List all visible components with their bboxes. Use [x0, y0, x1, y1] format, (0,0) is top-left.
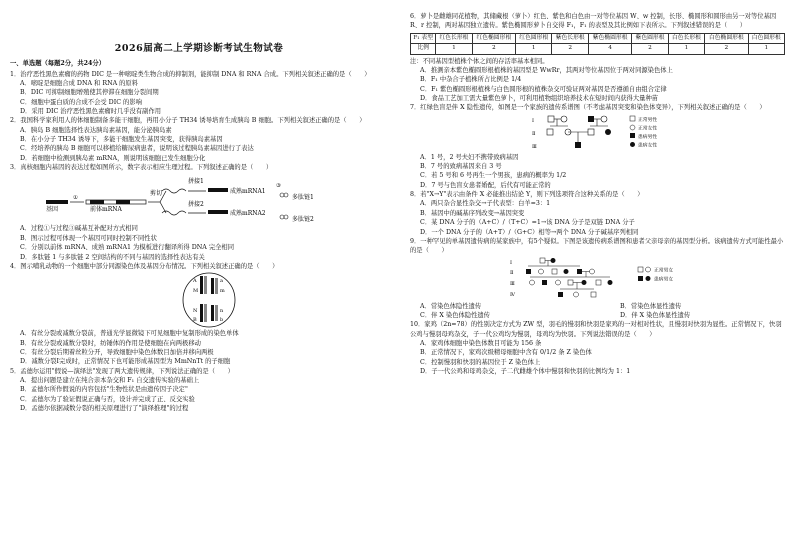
table-cell: 2: [552, 44, 588, 55]
svg-text:M: M: [193, 288, 199, 295]
table-cell: 2: [705, 44, 748, 55]
gene-block: [46, 200, 68, 204]
q9-options-row2: [410, 311, 786, 320]
svg-text:Ⅳ: Ⅳ: [510, 291, 515, 298]
section-heading: 一、单选题（每题2分，共24分）: [10, 60, 106, 68]
q3-option-a: A．过程①与过程③碱基互补配对方式相同: [20, 225, 138, 233]
table-row: [411, 44, 785, 55]
table-cell: F₁ 表型: [411, 33, 436, 44]
q6-option-d: D．食品工艺加工需大量紫色萝卜，可利用植物组织培养技术在短时间内获得大量种苗: [420, 95, 659, 103]
q8-stem: 8．若"X→Y"表示由条件 X 必能推出结论 Y，则下列选项符合这种关系的是（ ）: [410, 191, 644, 199]
right-column: [410, 12, 786, 376]
table-cell: 比例: [411, 44, 436, 55]
q7-option-b: B．7 号的致病基因来自 3 号: [420, 163, 502, 171]
svg-text:N: N: [193, 308, 198, 315]
cell-outline: [183, 273, 235, 327]
svg-text:Ⅰ: Ⅰ: [532, 117, 534, 124]
table-cell: 白色圆形根: [748, 33, 784, 44]
q8-option-c: C．某 DNA 分子的（A+C）/（T+C）=1→该 DNA 分子是双链 DNA 分子: [420, 219, 635, 227]
svg-text:n: n: [220, 308, 224, 315]
svg-text:③: ③: [276, 183, 281, 190]
table-cell: 1: [516, 44, 552, 55]
q4-option-b: B．有丝分裂或减数分裂时，纺锤体的作用是使细胞在向两极移动: [20, 339, 201, 347]
table-cell: 1: [748, 44, 784, 55]
q1-option-c: C．细胞中蛋白质的合成不会受 DIC 的影响: [20, 98, 142, 106]
q9-option-b: B．常染色体显性遗传: [620, 302, 682, 310]
svg-text:b: b: [220, 317, 224, 324]
q6-option-a: A．推测亲本紫色椭圆形根植株的基因型是 WwRr，其两对等位基因位于两对同源染色体上: [420, 67, 673, 75]
svg-text:正常女性: 正常女性: [638, 126, 658, 132]
svg-text:A: A: [193, 278, 197, 285]
q3-option-b: B．图示过程可体现一个基因可同时控制不同性状: [20, 234, 157, 242]
table-cell: 白色椭圆形根: [705, 33, 748, 44]
q2-option-b: B．在小分子 TH34 诱导下，多能干细胞发生基因突变，获得胰岛素基因: [20, 136, 223, 144]
mature-mrna2-label: 成熟mRNA2: [230, 210, 266, 218]
q4-option-d: D．减数分裂Ⅰ完成时，正常情况下也可能形成基因型为 MmNnTt 的子细胞: [20, 358, 231, 366]
q3-option-d: D．多肽链 1 与多肽链 2 空间结构的不同与基因的选择性表达有关: [20, 253, 205, 261]
pre-mrna-label: 前体mRNA: [90, 206, 122, 214]
splice-label: 剪切: [150, 190, 163, 198]
q6-option-c: C．F₁ 紫色椭圆形根植株与白色圆形根的植株杂交可验证两对基因是否遵循自由组合定律: [420, 85, 667, 93]
q10-option-d: D．子一代公鸡和母鸡杂交，子二代雌雄个体中慢羽和快羽的比例均为 1：1: [420, 367, 631, 375]
q9-option-c: C．伴 X 染色体隐性遗传: [420, 311, 490, 319]
table-cell: 4: [588, 44, 631, 55]
q3-stem: 3．真核细胞内基因的表达过程如图所示，数字表示相应生理过程。下列叙述正确的是（ ）: [10, 164, 273, 172]
svg-text:Ⅱ: Ⅱ: [510, 269, 514, 276]
table-cell: 1: [436, 44, 472, 55]
q5-stem: 5．孟德尔运用"假说—演绎法"发现了两大遗传规律，下列说法正确的是（ ）: [10, 367, 234, 375]
q3-option-c: C．分别以前体 mRNA、成熟 mRNA1 为模板进行翻译所得 DNA 完全相同: [20, 244, 235, 252]
q5-option-b: B．孟德尔所作假说的内容包括"生物性状是由遗传因子决定": [20, 386, 188, 394]
splice1-label: 拼接1: [188, 178, 204, 186]
q6-stem: 6．萝卜是雌雄同花植物，其储藏根（萝卜）红色、紫色和白色由一对等位基因 W、w 控制，长形、椭圆形和圆形由另一对等位基因 R、r 控制，两对基因独立遗传。紫色椭圆形萝卜自交得 F₁，F₁ 的表型及其比例如下表所示。下列叙述错误的是（ ）: [410, 13, 777, 30]
svg-text:患病男性: 患病男性: [638, 134, 658, 140]
q1-stem: 1．治疗恶性黑色素瘤的药物 DIC 是一种嘧啶类生物合成的抑制剂，能抑制 DNA 和 RNA 合成。下列相关叙述正确的是（ ）: [10, 70, 371, 78]
table-cell: 2: [472, 44, 515, 55]
svg-text:Ⅱ: Ⅱ: [532, 130, 536, 137]
q8-option-d: D．一个 DNA 分子的（A+T）/（G+C）相等→两个 DNA 分子碱基序列相同: [420, 228, 639, 236]
q9-option-a: A．常染色体隐性遗传: [420, 302, 482, 310]
q10-option-a: A．家鸡体细胞中染色体数目可能为 156 条: [420, 339, 542, 347]
q8-option-b: B．基因中的碱基序列改变→基因突变: [420, 209, 525, 217]
q2-stem: 2．我国科学家利用人的体细胞制备多能干细胞，再用小分子 TH34 诱导培育生成胰岛 B 细胞。下列相关叙述正确的是（ ）: [10, 117, 366, 125]
q10-option-c: C．控制慢羽和快羽的基因位于 Z 染色体上: [420, 358, 541, 366]
table-cell: 白色长形根: [668, 33, 704, 44]
mature-mrna1-label: 成熟mRNA1: [230, 188, 266, 196]
q9-options-row1: [410, 302, 786, 311]
table-cell: 红色椭圆形根: [472, 33, 515, 44]
pedigree-chart-q7: [410, 114, 786, 152]
svg-text:m: m: [220, 288, 225, 295]
svg-text:a: a: [220, 278, 223, 285]
svg-text:患病男女: 患病男女: [654, 277, 674, 283]
table-cell: 2: [632, 44, 668, 55]
q7-option-d: D．7 号与色盲女患者婚配，后代有可能正常的: [420, 181, 551, 189]
polypeptide2-label: 多肽链2: [292, 216, 314, 224]
q6-option-b: B．F₁ 中杂合子植株所占比例是 1/4: [420, 76, 522, 84]
table-header-row: [411, 33, 785, 44]
q9-option-d: D．伴 X 染色体显性遗传: [620, 311, 691, 319]
q1-option-a: A．嘧啶是细胞合成 DNA 和 RNA 的原料: [20, 80, 139, 88]
q2-option-c: C．经培养的胰岛 B 细胞可以移植给糖尿病患者，说明该过程胰岛素基因进行了表达: [20, 145, 254, 153]
svg-text:Ⅰ: Ⅰ: [510, 259, 512, 266]
q10-option-b: B．正常情况下，家鸡次级精母细胞中含有 0/1/2 条 Z 染色体: [420, 349, 592, 357]
q4-option-a: A．有丝分裂或减数分裂前，普通光学显微镜下可见细胞中复制形成的染色单体: [20, 330, 239, 338]
splice2-label: 拼接2: [188, 201, 204, 209]
phenotype-table: [410, 33, 785, 55]
q2-option-a: A．胰岛 B 细胞选择性表达胰岛素基因，能分泌胰岛素: [20, 126, 172, 134]
pedigree-chart-q9: [410, 257, 786, 301]
q5-option-a: A．提出问题是建立在纯合亲本杂交和 F₁ 自交遗传实验的基础上: [20, 376, 200, 384]
q1-option-d: D．采用 DIC 治疗恶性黑色素瘤时几乎没有副作用: [20, 108, 162, 116]
q2-option-d: D．若细胞中检测到胰岛素 mRNA，则说明该细胞已发生细胞分化: [20, 154, 206, 162]
gene-label: 基因: [46, 206, 59, 214]
step1-label: ①: [73, 195, 78, 202]
q8-option-a: A．两只杂合显性杂交→子代表型：白羊=3：1: [420, 200, 551, 208]
q4-stem: 4．图示哺乳动物的一个细胞中部分同源染色体及基因分布情况。下列相关叙述正确的是（ ）: [10, 262, 279, 270]
q5-option-c: C．孟德尔为了验证假说正确与否，设计并完成了正、反交实验: [20, 395, 195, 403]
svg-text:患病女性: 患病女性: [638, 143, 658, 149]
svg-text:Ⅲ: Ⅲ: [532, 143, 537, 150]
cell-chromosome-diagram: [10, 272, 388, 328]
svg-text:B: B: [193, 317, 197, 324]
q7-option-c: C．若 5 号和 6 号再生一个男孩，患病的概率为 1/2: [420, 172, 567, 180]
table-cell: 紫色椭圆形根: [588, 33, 631, 44]
svg-text:正常男性: 正常男性: [638, 117, 658, 123]
table-cell: 紫色长形根: [552, 33, 588, 44]
table-cell: 红色圆形根: [516, 33, 552, 44]
q6-note: 注：不同基因型植株个体之间的存活率基本相同。: [410, 57, 549, 65]
svg-text:Ⅲ: Ⅲ: [510, 280, 515, 287]
q9-stem: 9．一种罕见的单基因遗传病的某家族中，有5个疑似。下图是该遗传病系谱图和患者父亲母亲的基因型分析。该病遗传方式可能性最小的是（ ）: [410, 237, 784, 255]
q5-option-d: D．孟德尔依据减数分裂的相关原理进行了"演绎推理"的过程: [20, 404, 189, 412]
exam-title: 2026届高二上学期诊断考试生物试卷: [114, 43, 284, 54]
svg-text:正常男女: 正常男女: [654, 268, 674, 274]
q1-option-b: B．DIC 可抑制细胞增殖使其停滞在细胞分裂间期: [20, 89, 159, 97]
q10-stem: 10．家鸡（2n=78）的性别决定方式为 ZW 型，羽毛的慢羽和快羽是家鸡的一对相对性状，且慢羽对快羽为显性。正常情况下，快羽公鸡与慢羽母鸡杂交，子一代公鸡均为慢羽，母鸡均为快羽。下列说法错误的是（ ）: [410, 321, 782, 338]
table-cell: 1: [668, 44, 704, 55]
left-column: [10, 0, 388, 413]
table-cell: 红色长形根: [436, 33, 472, 44]
gene-expression-diagram: [10, 173, 388, 223]
polypeptide1-label: 多肽链1: [292, 194, 314, 202]
q7-stem: 7．红绿色盲是伴 X 隐性遗传，如图是一个家族的遗传系谱图（不考虑基因突变和染色体变异），下列相关叙述正确的是（ ）: [410, 104, 766, 112]
q4-option-c: C．有丝分裂后期着丝粒分开，导致细胞中染色体数目加倍并移向两极: [20, 348, 214, 356]
table-cell: 紫色圆形根: [632, 33, 668, 44]
q7-option-a: A．1 号，2 号夫妇不携带致病基因: [420, 153, 519, 161]
